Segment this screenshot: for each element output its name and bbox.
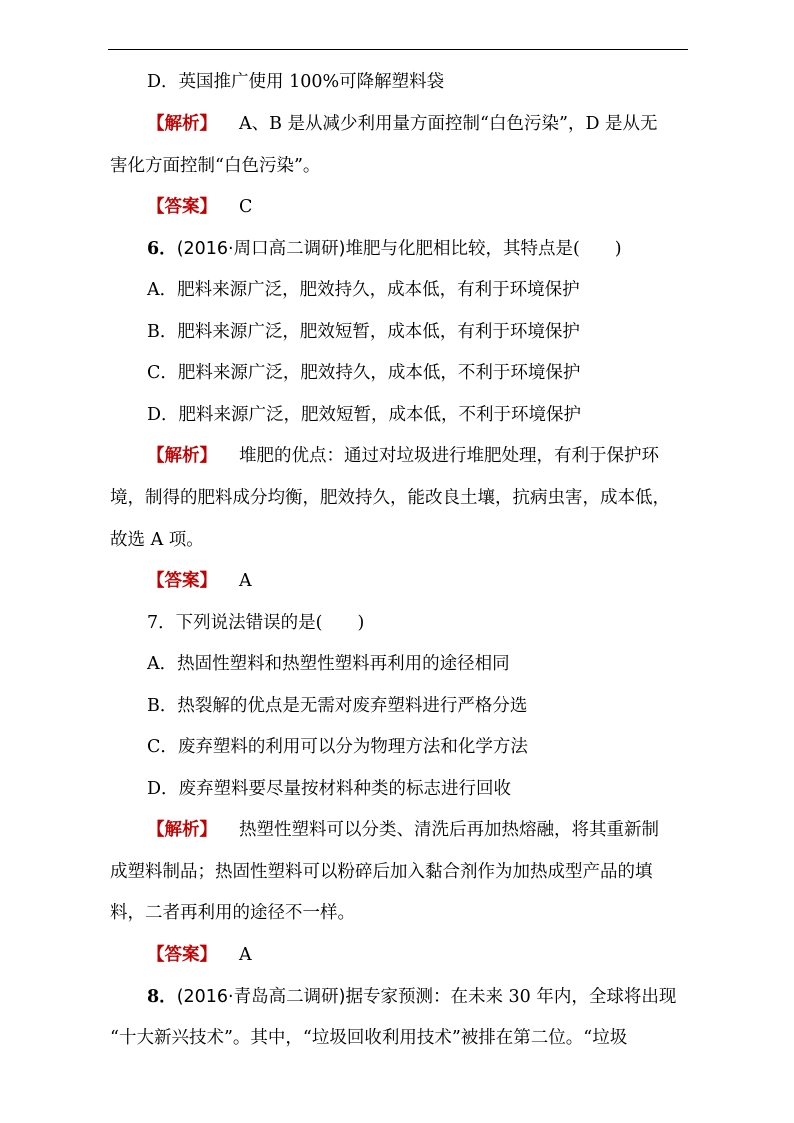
analysis-q7 (147, 818, 659, 842)
analysis-tag: 【解析】 (147, 820, 217, 840)
answer-q6 (147, 569, 252, 593)
analysis-text-cont: 害化方面控制“白色污染”。 (110, 156, 321, 176)
option-d-prev: D．英国推广使用 100%可降解塑料袋 (147, 72, 445, 92)
question-8-stem (147, 985, 676, 1009)
analysis-text: 热塑性塑料可以分类、清洗后再加热熔融，将其重新制 (239, 820, 659, 840)
question-source: (2016·周口高二调研) (176, 239, 346, 259)
question-text-cont: “十大新兴技术”。其中，“垃圾回收利用技术”被排在第二位。“垃圾 (110, 1028, 628, 1048)
analysis-text-cont: 境，制得的肥料成分均衡，肥效持久，能改良土壤，抗病虫害，成本低， (110, 488, 670, 508)
answer-value: C (239, 197, 253, 217)
question-source: (2016·青岛高二调研) (176, 987, 346, 1007)
question-text: 据专家预测：在未来 30 年内，全球将出现 (345, 987, 677, 1007)
answer-prev (147, 195, 252, 219)
analysis-text-cont: 成塑料制品；热固性塑料可以粉碎后加入黏合剂作为加热成型产品的填 (110, 862, 653, 882)
question-7-stem: 7．下列说法错误的是( ) (147, 613, 365, 633)
option-d: D．废弃塑料要尽量按材料种类的标志进行回收 (147, 779, 512, 799)
analysis-text-cont: 料，二者再利用的途径不一样。 (110, 903, 355, 923)
analysis-text: 堆肥的优点：通过对垃圾进行堆肥处理，有利于保护环 (239, 446, 659, 466)
question-number: 6． (147, 239, 177, 259)
option-a: A．肥料来源广泛，肥效持久，成本低，有利于环境保护 (147, 280, 580, 300)
analysis-prev (147, 112, 658, 136)
analysis-text: A、B 是从减少利用量方面控制“白色污染”，D 是从无 (239, 114, 658, 134)
header-rule (108, 49, 688, 50)
answer-tag: 【答案】 (147, 571, 217, 591)
analysis-tag: 【解析】 (147, 446, 217, 466)
question-6-stem (147, 237, 622, 261)
answer-tag: 【答案】 (147, 197, 217, 217)
option-b: B．热裂解的优点是无需对废弃塑料进行严格分选 (147, 696, 528, 716)
answer-tag: 【答案】 (147, 945, 217, 965)
answer-value: A (239, 945, 252, 965)
question-text: 堆肥与化肥相比较，其特点是( ) (345, 239, 622, 259)
analysis-q6 (147, 444, 659, 468)
question-number: 8． (147, 987, 177, 1007)
option-d: D．肥料来源广泛，肥效短暂，成本低，不利于环境保护 (147, 405, 582, 425)
analysis-text-cont: 故选 A 项。 (110, 530, 204, 550)
option-c: C．废弃塑料的利用可以分为物理方法和化学方法 (147, 737, 528, 757)
answer-value: A (239, 571, 252, 591)
option-a: A．热固性塑料和热塑性塑料再利用的途径相同 (147, 654, 510, 674)
answer-q7 (147, 943, 252, 967)
option-b: B．肥料来源广泛，肥效短暂，成本低，有利于环境保护 (147, 322, 580, 342)
analysis-tag: 【解析】 (147, 114, 217, 134)
option-c: C．肥料来源广泛，肥效持久，成本低，不利于环境保护 (147, 363, 581, 383)
